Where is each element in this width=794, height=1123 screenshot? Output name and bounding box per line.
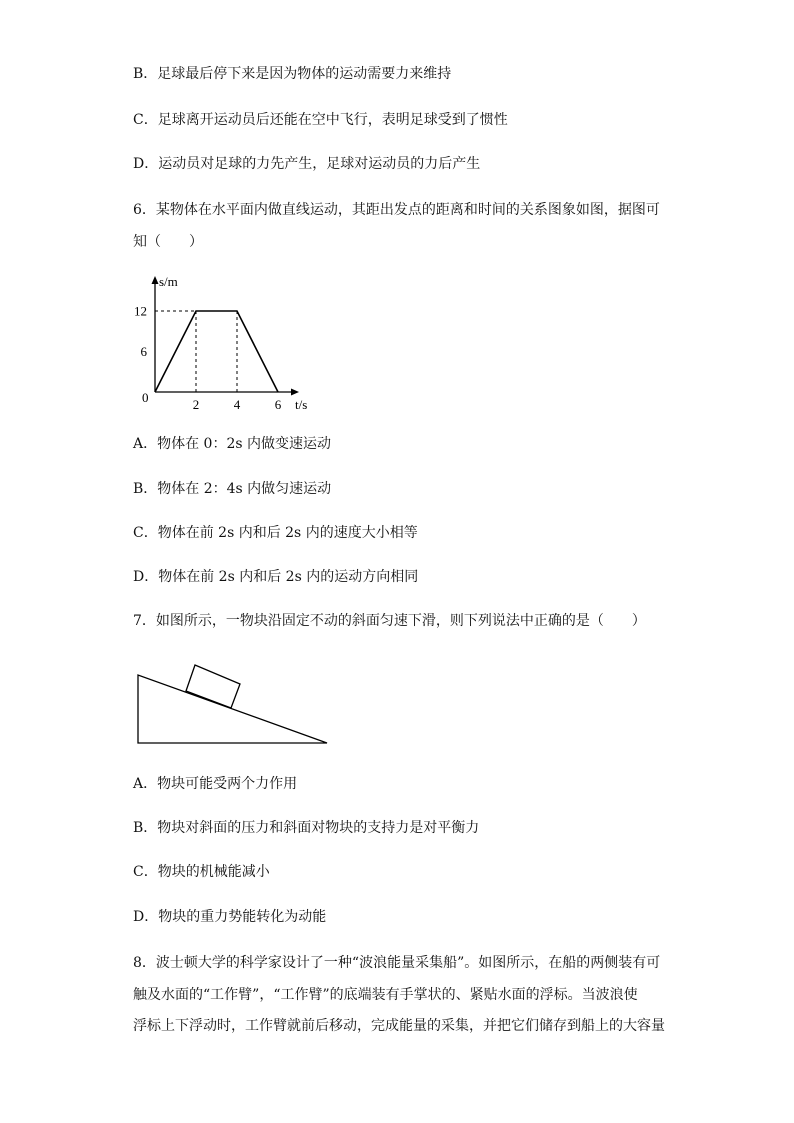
y-tick-6: 6 [140,344,147,359]
x-tick-4: 4 [233,397,241,412]
q8-stem-line2: 触及水面的“工作臂”，“工作臂”的底端装有手掌状的、紧贴水面的浮标。当波浪使 [133,987,638,1003]
distance-time-chart [125,270,315,420]
chart-axes [152,276,300,396]
q7-option-b: B．物块对斜面的压力和斜面对物块的支持力是对平衡力 [133,820,480,836]
x-tick-2: 2 [192,397,200,412]
y-axis-label: s/m [159,274,178,289]
chart-ticks [134,304,282,413]
q6-option-b: B．物体在 2：4s 内做匀速运动 [133,481,332,497]
incline-block-figure [134,660,334,750]
x-axis-arrow [291,389,299,396]
incline-triangle [138,675,327,743]
sliding-block [186,665,240,708]
origin-label: 0 [142,390,149,405]
series-line [155,311,278,392]
q6-stem-line2: 知（ ） [133,234,203,250]
q6-option-d: D．物体在前 2s 内和后 2s 内的运动方向相同 [133,569,419,585]
q6-stem-line1: 6．某物体在水平面内做直线运动，其距出发点的距离和时间的关系图象如图，据图可 [133,202,660,218]
y-axis-arrow [152,276,159,284]
q7-stem: 7．如图所示，一物块沿固定不动的斜面匀速下滑，则下列说法中正确的是（ ） [133,613,646,629]
q5-option-d: D．运动员对足球的力先产生，足球对运动员的力后产生 [133,156,481,172]
x-tick-6: 6 [274,397,282,412]
x-axis-label: t/s [295,397,308,412]
q5-option-c: C．足球离开运动员后还能在空中飞行，表明足球受到了惯性 [133,112,508,128]
y-tick-12: 12 [134,303,147,319]
q7-option-d: D．物块的重力势能转化为动能 [133,909,327,925]
chart-guides [155,311,237,392]
q7-option-c: C．物块的机械能减小 [133,864,270,880]
q8-stem-line1: 8．波士顿大学的科学家设计了一种“波浪能量采集船”。如图所示，在船的两侧装有可 [133,955,661,971]
q5-option-b: B．足球最后停下来是因为物体的运动需要力来维持 [133,66,452,82]
q8-stem-line3: 浮标上下浮动时，工作臂就前后移动，完成能量的采集，并把它们储存到船上的大容量 [133,1018,665,1034]
q6-option-c: C．物体在前 2s 内和后 2s 内的速度大小相等 [133,525,418,541]
q6-option-a: A．物体在 0：2s 内做变速运动 [133,436,332,452]
q7-option-a: A．物块可能受两个力作用 [133,776,298,792]
